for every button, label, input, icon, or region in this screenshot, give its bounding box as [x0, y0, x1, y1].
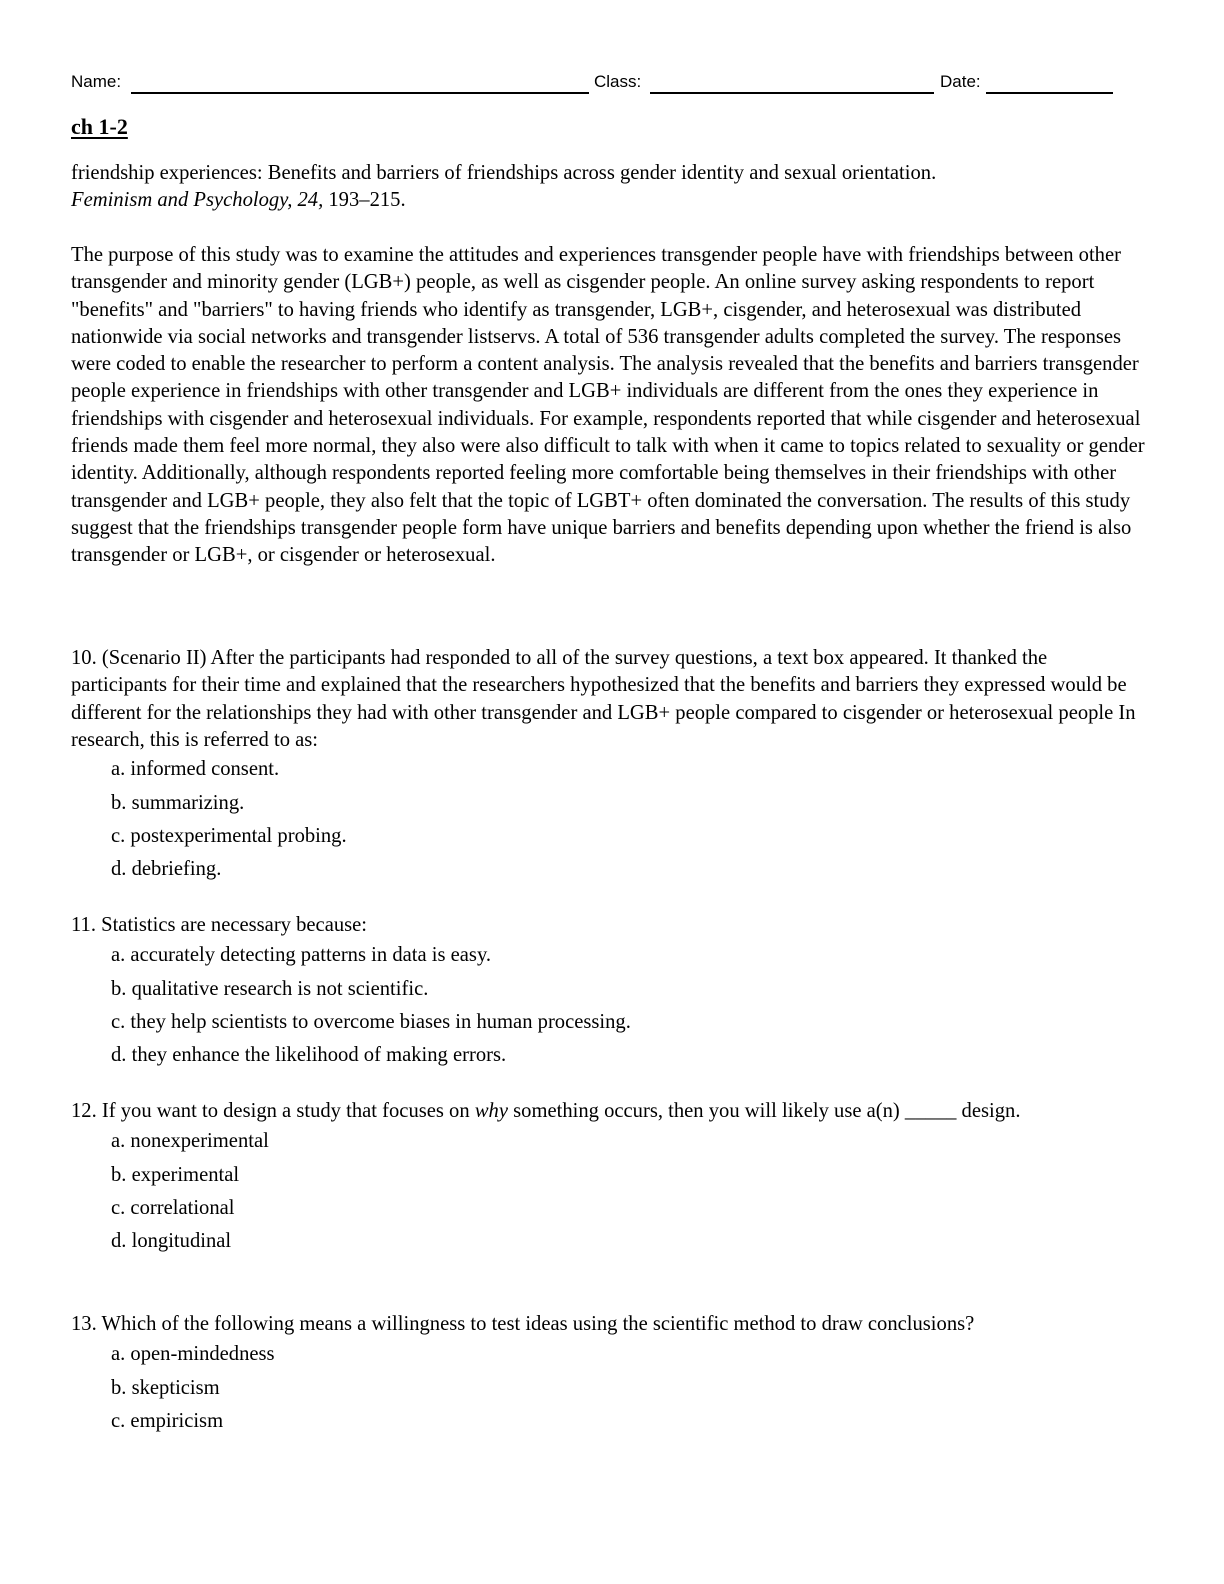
question-12 — [71, 1098, 1146, 1258]
option-d: d. debriefing. — [111, 858, 222, 881]
citation-pages: 193–215. — [323, 189, 406, 212]
name-field-line[interactable] — [131, 92, 589, 94]
page-title: ch 1-2 — [71, 114, 128, 139]
class-field-line[interactable] — [650, 92, 934, 94]
option-b: b. qualitative research is not scientific. — [111, 977, 429, 1000]
option-c: c. correlational — [111, 1196, 235, 1219]
question-13 — [71, 1311, 1146, 1438]
class-label: Class: — [594, 72, 642, 91]
option-b: b. experimental — [111, 1163, 240, 1186]
option-c: c. empiricism — [111, 1409, 224, 1432]
header-fields — [71, 70, 1146, 96]
question-10 — [71, 645, 1146, 887]
option-a: a. nonexperimental — [111, 1130, 269, 1153]
option-d: d. longitudinal — [111, 1229, 232, 1252]
option-a: a. accurately detecting patterns in data is easy. — [111, 944, 492, 967]
option-d: d. they enhance the likelihood of making errors. — [111, 1043, 507, 1066]
option-a: a. informed consent. — [111, 758, 280, 781]
name-label: Name: — [71, 72, 122, 91]
option-b: b. skepticism — [111, 1376, 220, 1399]
citation — [71, 160, 1146, 215]
date-label: Date: — [940, 72, 981, 91]
date-field-line[interactable] — [986, 92, 1113, 94]
emphasis-why: why — [474, 1100, 508, 1122]
question-stem: 10. (Scenario II) After the participants had responded to all of the survey questions, a text box appeared. It thanked the participants for their time and explained that the researchers hypothesized that the benefits and barriers they expressed would be different for the relationships they had with other transgender and LGB+ people compared to cisgender or heterosexual people In research, this is referred to as: — [71, 647, 1136, 751]
question-stem: 13. Which of the following means a willingness to test ideas using the scientific method to draw conclusions? — [71, 1313, 975, 1335]
question-stem: 12. If you want to design a study that focuses on why something occurs, then you will likely use a(n) _____ design. — [71, 1100, 1021, 1122]
citation-journal: Feminism and Psychology, 24, — [71, 189, 324, 212]
option-c: c. postexperimental probing. — [111, 825, 347, 847]
question-11 — [71, 912, 1146, 1072]
study-summary: The purpose of this study was to examine the attitudes and experiences transgender people have with friendships between other transgender and minority gender (LGB+) people, as well as cisgender people. An online survey asking respondents to report "benefits" and "barriers" to having friends who identify as transgender, LGB+, cisgender, and heterosexual was distributed nationwide via social networks and transgender listservs. A total of 536 transgender adults completed the survey. The responses were coded to enable the researcher to perform a content analysis. The analysis revealed that the benefits and barriers transgender people experience in friendships with other transgender and LGB+ individuals are different from the ones they experience in friendships with cisgender and heterosexual individuals. For example, respondents reported that while cisgender and heterosexual friends made them feel more normal, they also were also difficult to talk with when it came to topics related to sexuality or gender identity. Additionally, although respondents reported feeling more comfortable being themselves in their friendships with other transgender and LGB+ people, they also felt that the topic of LGBT+ often dominated the conversation. The results of this study suggest that the friendships transgender people form have unique barriers and benefits depending upon whether the friend is also transgender or LGB+, or cisgender or heterosexual. — [71, 244, 1145, 567]
option-b: b. summarizing. — [111, 791, 245, 814]
question-stem: 11. Statistics are necessary because: — [71, 914, 368, 936]
option-c: c. they help scientists to overcome biases in human processing. — [111, 1010, 631, 1033]
citation-title: friendship experiences: Benefits and barriers of friendships across gender identity and sexual orientation. — [71, 162, 937, 184]
option-a: a. open-mindedness — [111, 1343, 275, 1366]
